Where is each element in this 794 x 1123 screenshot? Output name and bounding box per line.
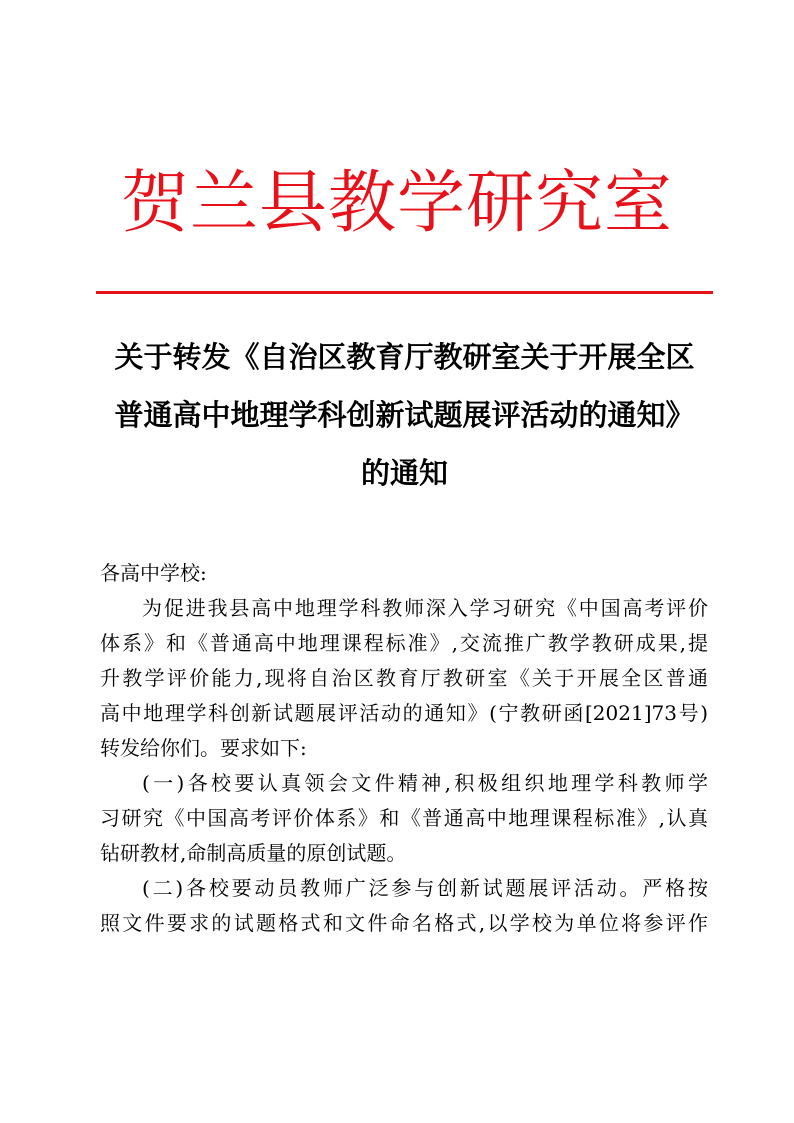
issuer-masthead: 贺兰县教学研究室 — [120, 164, 673, 243]
paragraph-line: 高中地理学科创新试题展评活动的通知》(宁教研函[2021]73号) — [100, 701, 708, 725]
paragraph-line: 升教学评价能力,现将自治区教育厅教研室《关于开展全区普通 — [100, 666, 708, 690]
title-line: 的通知 — [360, 456, 448, 490]
paragraph-line: 习研究《中国高考评价体系》和《普通高中地理课程标准》,认真 — [100, 806, 708, 830]
paragraph-line: 为促进我县高中地理学科教师深入学习研究《中国高考评价 — [142, 596, 708, 620]
paragraph-line: 转发给你们。要求如下: — [100, 736, 307, 760]
title-line: 普通高中地理学科创新试题展评活动的通知》 — [114, 398, 695, 432]
paragraph-line: 体系》和《普通高中地理课程标准》,交流推广教学教研成果,提 — [100, 631, 708, 655]
paragraph-line: 照文件要求的试题格式和文件命名格式,以学校为单位将参评作 — [100, 911, 708, 935]
paragraph-line: (二)各校要动员教师广泛参与创新试题展评活动。严格按 — [142, 876, 708, 900]
document-body — [100, 556, 708, 941]
paragraph-line: (一)各校要认真领会文件精神,积极组织地理学科教师学 — [142, 771, 708, 795]
title-line: 关于转发《自治区教育厅教研室关于开展全区 — [114, 340, 695, 374]
document-title — [96, 328, 713, 502]
red-header-rule — [96, 291, 713, 294]
paragraph-line: 钻研教材,命制高质量的原创试题。 — [100, 841, 407, 865]
salutation: 各高中学校: — [100, 561, 207, 585]
